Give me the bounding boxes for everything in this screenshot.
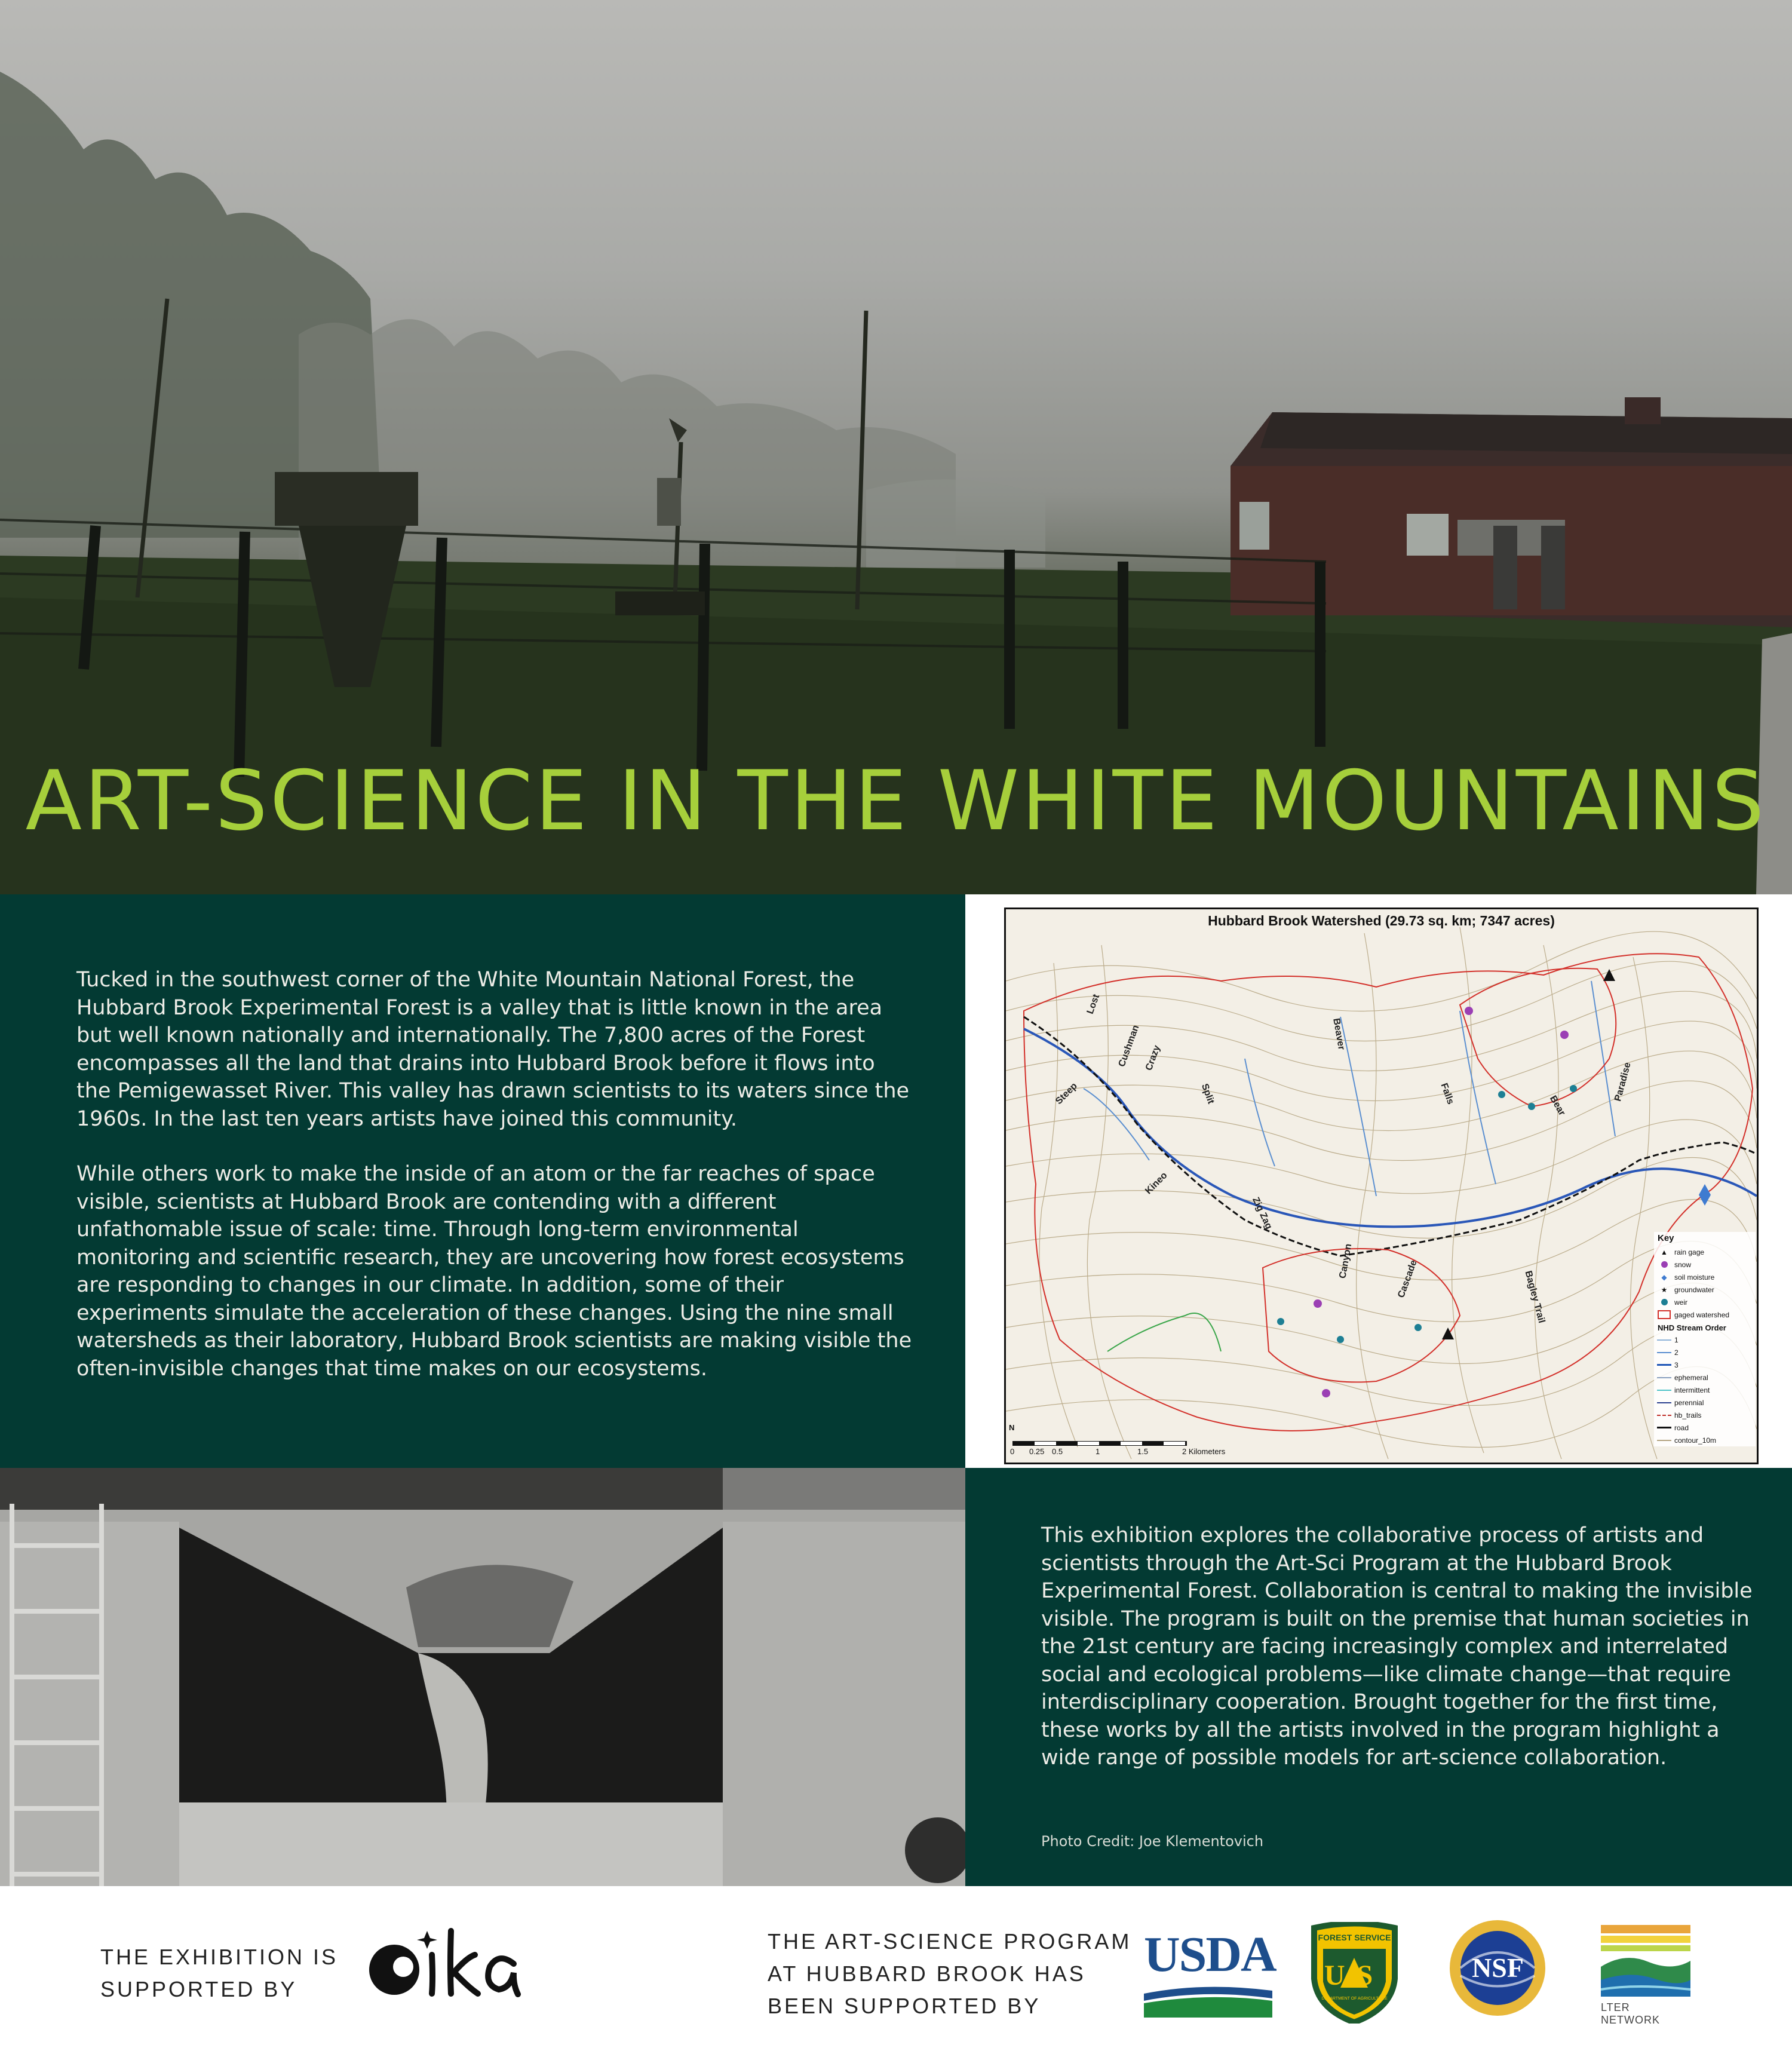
legend-item [1654,1308,1756,1321]
legend-label: gaged watershed [1674,1310,1730,1319]
lter-landscape-icon [1601,1925,1690,1997]
north-arrow-icon: N [1009,1423,1015,1432]
photo-credit: Photo Credit: Joe Klementovich [1041,1833,1264,1850]
line-swatch-icon [1654,1364,1674,1366]
weir-illustration [0,1468,965,1886]
legend-label: road [1674,1423,1689,1432]
scale-tick: 0.5 [1052,1447,1063,1456]
stream-label: Steep [1054,1081,1079,1107]
intro-paragraph-2: While others work to make the inside of an atom or the far reaches of space visible, scientists at Hubbard Brook are contending with a different unfathomable issue of scale: time. Through long-term environmental monitoring and scientific research, they are uncovering how forest ecosystems are responding to changes in our climate. In addition, some of their experiments simulate the acceleration of these changes. Using the nine small watersheds as their laboratory, Hubbard Brook scientists are making visible the often-invisible changes that time makes on our ecosystems. [76,1162,912,1381]
stream-label: Canyon [1337,1243,1354,1280]
line-swatch-icon [1654,1390,1674,1391]
scale-tick: 0 [1010,1447,1015,1456]
legend-label: ephemeral [1674,1373,1708,1382]
line-swatch-icon [1654,1415,1674,1416]
line-swatch-icon [1654,1377,1674,1378]
usda-hills-icon [1144,1982,1272,2018]
stream-label: Bear [1547,1094,1567,1118]
nsf-wordmark: NSF [1472,1952,1524,1983]
hero-photo [0,0,1792,894]
red-box-icon [1654,1310,1674,1319]
legend-label: 3 [1674,1360,1679,1369]
usda-wordmark: USDA [1144,1927,1276,1982]
legend-label: 1 [1674,1335,1679,1344]
intro-panel [0,894,965,1468]
map-title: Hubbard Brook Watershed (29.73 sq. km; 7347 acres) [1208,913,1555,928]
legend-label: hb_trails [1674,1411,1702,1420]
oika-logo [361,1919,523,2009]
page-title: ART-SCIENCE IN THE WHITE MOUNTAINS [25,753,1767,849]
intro-paragraph-1: Tucked in the southwest corner of the White Mountain National Forest, the Hubbard Brook Experimental Forest is a valley that is little known in the area but well known nationally and internationally. The 7,800 acres of the Forest encompasses all the land that drains into Hubbard Brook before it flows into the Pemigewasset River. This valley has drawn scientists to its waters since the 1960s. In the last ten years artists have joined this community. [76,968,910,1131]
nsf-logo [1449,1919,1547,2018]
scale-tick: 1.5 [1137,1447,1149,1456]
line-swatch-icon [1654,1440,1674,1441]
line-swatch-icon [1654,1339,1674,1341]
exhibition-panel [965,1468,1792,1886]
stream-label: Cascade [1396,1258,1419,1299]
stream-label: Beaver [1331,1017,1347,1051]
line-swatch-icon [1654,1427,1674,1428]
legend-label: perennial [1674,1398,1704,1407]
stream-label: Paradise [1613,1061,1633,1103]
legend-item [1654,1346,1756,1359]
triangle-icon: ▲ [1661,1247,1668,1256]
legend-item [1654,1359,1756,1371]
legend-label: 2 [1674,1348,1679,1357]
scale-tick: 2 Kilometers [1182,1447,1226,1456]
legend-item [1654,1258,1756,1271]
purple-dot-icon [1654,1261,1674,1268]
legend-item [1654,1283,1756,1296]
stream-label: Crazy [1143,1044,1162,1072]
exhibition-paragraph: This exhibition explores the collaborative process of artists and scientists through the Art-Sci Program at the Hubbard Brook Experimental Forest. Collaboration is central to making the invisible visible. The program is built on the premise that human societies in the 21st century are facing increasingly complex and interrelated social and ecological problems—like climate change—that require interdisciplinary cooperation. Brought together for the first time, these works by all the artists involved in the program highlight a wide range of possible models for art-science collaboration. [1041,1523,1753,1770]
stream-label: Cushman [1116,1023,1142,1068]
teal-dot-icon [1654,1299,1674,1305]
legend-item [1654,1371,1756,1384]
line-swatch-icon [1654,1402,1674,1403]
scale-bar-graphic [1012,1441,1187,1446]
legend-label: weir [1674,1298,1688,1307]
lter-logo [1601,1925,1690,2026]
legend-item [1654,1396,1756,1409]
lter-wordmark: LTER NETWORK [1601,2001,1660,2026]
forest-service-middle-text: US [1324,1960,1385,1991]
weir-photo [0,1468,965,1886]
legend-label: contour_10m [1674,1436,1717,1445]
legend-item [1654,1333,1756,1346]
legend-item [1654,1434,1756,1446]
scale-tick: 0.25 [1029,1447,1045,1456]
legend-item [1654,1409,1756,1421]
usda-logo [1144,1927,1276,2018]
stream-label: Split [1199,1082,1216,1106]
forest-service-logo [1308,1922,1401,2024]
legend-label: groundwater [1674,1285,1714,1294]
forest-service-bottom-text: DEPARTMENT OF AGRICULTURE [1321,1997,1388,2001]
legend-label: intermittent [1674,1385,1710,1394]
legend-label: rain gage [1674,1247,1705,1256]
forest-service-top-text: FOREST SERVICE [1318,1933,1391,1942]
map-legend [1654,1232,1756,1446]
blue-diamond-icon: ◆ [1661,1273,1667,1282]
legend-item [1654,1384,1756,1396]
stream-label: Kineo [1143,1170,1170,1197]
legend-item [1654,1296,1756,1308]
oika-logo-icon [361,1919,523,2009]
footer [0,1886,1792,2051]
scale-tick: 1 [1096,1447,1100,1456]
legend-item [1654,1246,1756,1258]
stream-label: Falls [1438,1081,1456,1106]
star-icon: ★ [1661,1285,1668,1294]
stream-label: Lost [1085,993,1102,1016]
legend-item [1654,1421,1756,1434]
topographic-map [1006,909,1757,1463]
program-support-text: THE ART-SCIENCE PROGRAM AT HUBBARD BROOK HAS BEEN SUPPORTED BY [768,1929,1132,2018]
stream-order-title: NHD Stream Order [1658,1323,1726,1332]
stream-label: Bagley Trail [1523,1270,1547,1325]
exhibition-support-text: THE EXHIBITION IS SUPPORTED BY [100,1945,339,2001]
line-swatch-icon [1654,1352,1674,1353]
legend-label: soil moisture [1674,1273,1715,1282]
legend-label: snow [1674,1260,1692,1269]
map-frame [1004,908,1759,1464]
stream-label: Zig Zag [1250,1195,1274,1231]
legend-item [1654,1271,1756,1283]
watershed-map [965,894,1792,1468]
scale-bar [1009,1423,1226,1459]
legend-title: Key [1658,1233,1674,1243]
